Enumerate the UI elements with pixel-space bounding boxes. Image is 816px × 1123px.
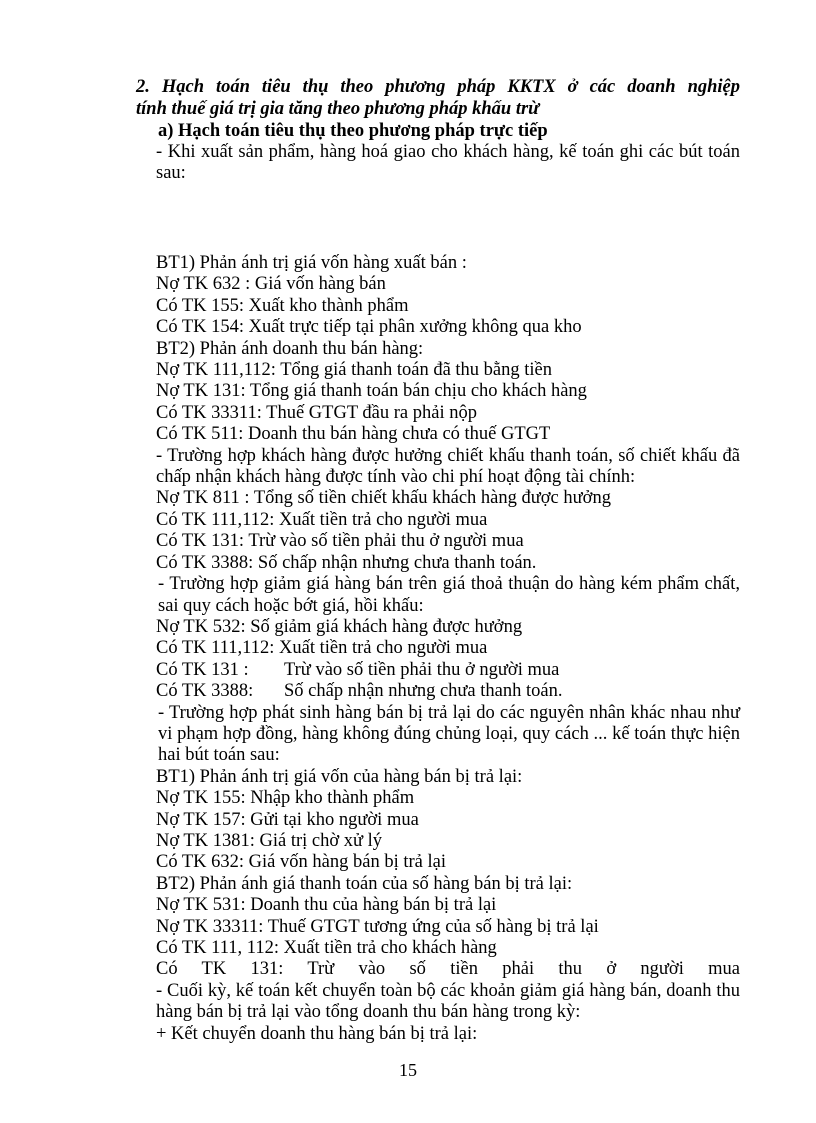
text-line: Có TK 3388: Số chấp nhận nhưng chưa thanh toán.	[156, 552, 537, 573]
paragraph: - Trường hợp giảm giá hàng bán trên giá thoả thuận do hàng kém phẩm chất, sai quy cách hoặc bớt giá, hồi khấu:	[158, 574, 740, 616]
text-line: BT2) Phản ánh giá thanh toán của số hàng bán bị trả lại:	[156, 873, 573, 894]
paragraph: - Cuối kỳ, kế toán kết chuyển toàn bộ các khoản giảm giá hàng bán, doanh thu hàng bán bị trả lại vào tổng doanh thu bán hàng trong kỳ:	[156, 980, 740, 1023]
account-code: Có TK 131 :	[156, 659, 249, 680]
text-line: + Kết chuyển doanh thu hàng bán bị trả lại:	[156, 1023, 478, 1044]
text-line: Nợ TK 632 : Giá vốn hàng bán	[156, 274, 386, 295]
text-line: Có TK 131: Trừ vào số tiền phải thu ở người mua	[156, 531, 524, 552]
subsection-heading: a) Hạch toán tiêu thụ theo phương pháp trực tiếp	[158, 121, 548, 141]
heading-line-1: 2. Hạch toán tiêu thụ theo phương pháp KKTX ở các doanh nghiệp	[136, 77, 740, 97]
text-line: Nợ TK 811 : Tổng số tiền chiết khấu khách hàng được hưởng	[156, 488, 611, 509]
text-line: Có TK 33311: Thuế GTGT đầu ra phải nộp	[156, 402, 477, 423]
text-line: BT1) Phản ánh trị giá vốn hàng xuất bán :	[156, 253, 467, 273]
text-line: Nợ TK 531: Doanh thu của hàng bán bị trả lại	[156, 895, 497, 916]
text-line: Nợ TK 1381: Giá trị chờ xử lý	[156, 830, 383, 851]
text-line: Có TK 155: Xuất kho thành phẩm	[156, 295, 409, 316]
account-code: Có TK 3388:	[156, 681, 254, 702]
text-line: Nợ TK 155: Nhập kho thành phẩm	[156, 788, 415, 809]
text-line: Nợ TK 111,112: Tổng giá thanh toán đã thu bằng tiền	[156, 360, 552, 381]
entries-body	[136, 253, 740, 1045]
text-line	[136, 681, 740, 702]
text-line: Có TK 632: Giá vốn hàng bán bị trả lại	[156, 852, 446, 873]
page-number: 15	[399, 1060, 417, 1080]
text-line: Có TK 511: Doanh thu bán hàng chưa có thuế GTGT	[156, 424, 551, 445]
section-heading	[136, 76, 740, 120]
text-line: Có TK 131: Trừ vào số tiền phải thu ở người mua	[156, 959, 740, 980]
account-desc: Trừ vào số tiền phải thu ở người mua	[284, 659, 560, 680]
text-line: Nợ TK 33311: Thuế GTGT tương ứng của số hàng bị trả lại	[156, 916, 599, 937]
text-line: BT1) Phản ánh trị giá vốn của hàng bán bị trả lại:	[156, 766, 523, 787]
text-line: Nợ TK 131: Tổng giá thanh toán bán chịu cho khách hàng	[156, 381, 587, 402]
paragraph: - Trường hợp khách hàng được hưởng chiết khấu thanh toán, số chiết khấu đã chấp nhận khách hàng được tính vào chi phí hoạt động tài chính:	[156, 445, 740, 488]
text-line	[136, 660, 740, 681]
text-line: Có TK 154: Xuất trực tiếp tại phân xưởng không qua kho	[156, 317, 582, 338]
account-desc: Số chấp nhận nhưng chưa thanh toán.	[284, 681, 563, 702]
text-line: Có TK 111,112: Xuất tiền trả cho người mua	[156, 638, 488, 659]
text-line: BT2) Phản ánh doanh thu bán hàng:	[156, 338, 424, 359]
intro-paragraph	[136, 142, 740, 185]
text-line: Có TK 111,112: Xuất tiền trả cho người mua	[156, 509, 488, 530]
text-line: Nợ TK 157: Gửi tại kho người mua	[156, 809, 419, 830]
paragraph: - Trường hợp phát sinh hàng bán bị trả lại do các nguyên nhân khác nhau như vi phạm hợp đồng, hàng không đúng chủng loại, quy cách ... kế toán thực hiện hai bút toán sau:	[158, 702, 740, 766]
heading-line-2: tính thuế giá trị gia tăng theo phương pháp khấu trừ	[136, 99, 540, 119]
text-line: Có TK 111, 112: Xuất tiền trả cho khách hàng	[156, 938, 497, 958]
intro-text: - Khi xuất sản phẩm, hàng hoá giao cho khách hàng, kế toán ghi các bút toán sau:	[156, 142, 740, 184]
text-line: Nợ TK 532: Số giảm giá khách hàng được hưởng	[156, 616, 523, 637]
